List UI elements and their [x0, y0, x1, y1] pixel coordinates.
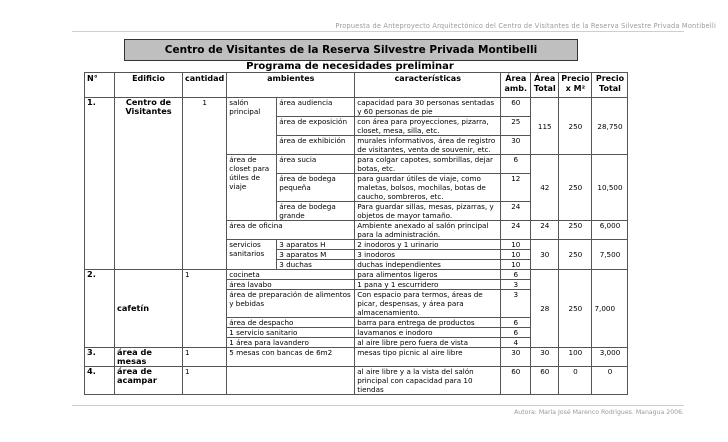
row-subambiente: 3 duchas [277, 260, 355, 270]
row-caracteristica: al aire libre y a la vista del salón principal con capacidad para 10 tiendas [355, 367, 501, 395]
row-precio-total: 3,000 [592, 348, 628, 367]
row-caracteristica: barra para entrega de productos [355, 318, 501, 328]
row-edificio: área de mesas [115, 348, 183, 367]
table-row [85, 98, 628, 117]
row-num: 2. [85, 270, 115, 348]
row-area: 3 [501, 290, 531, 318]
row-cantidad: 1 [183, 98, 227, 155]
col-precio-m2: Precio x M² [559, 73, 592, 98]
table-row [85, 367, 628, 395]
row-area-total: 115 [531, 98, 559, 155]
row-ambiente: área de closet para útiles de viaje [227, 155, 277, 221]
row-caracteristica: con área para proyecciones, pizarra, closet, mesa, silla, etc. [355, 117, 501, 136]
row-area: 30 [501, 348, 531, 367]
row-ambiente: área de preparación de alimentos y bebidas [227, 290, 355, 318]
row-caracteristica: al aire libre pero fuera de vista [355, 338, 501, 348]
row-caracteristica: para guardar útiles de viaje, como maletas, bolsos, mochilas, botas de caucho, sombreros, etc. [355, 174, 501, 202]
row-area-total: 60 [531, 367, 559, 395]
table-row [85, 221, 628, 240]
row-subambiente: área de bodega pequeña [277, 174, 355, 202]
row-caracteristica: duchas independientes [355, 260, 501, 270]
row-caracteristica: 1 pana y 1 escurridero [355, 280, 501, 290]
banner-title: Centro de Visitantes de la Reserva Silvestre Privada Montibelli [124, 39, 578, 61]
row-area: 30 [501, 136, 531, 155]
table-subtitle: Programa de necesidades preliminar [246, 61, 454, 72]
row-caracteristica: mesas tipo picnic al aire libre [355, 348, 501, 367]
row-num: 4. [85, 367, 115, 395]
row-precio-m2: 250 [559, 98, 592, 155]
row-ambiente: salón principal [227, 98, 277, 155]
row-subambiente: área de exhibición [277, 136, 355, 155]
row-caracteristica: lavamanos e inodoro [355, 328, 501, 338]
row-precio-total: 0 [592, 367, 628, 395]
row-area: 6 [501, 318, 531, 328]
row-area-total: 28 [531, 270, 559, 348]
row-caracteristica: capacidad para 30 personas sentadas y 60 personas de pie [355, 98, 501, 117]
row-ambiente: 1 servicio sanitario [227, 328, 355, 338]
row-subambiente: 3 aparatos H [277, 240, 355, 250]
table-row [85, 348, 628, 367]
row-ambiente: área de oficina [227, 221, 355, 240]
row-area-total: 30 [531, 348, 559, 367]
col-caracteristicas: características [355, 73, 501, 98]
row-cantidad: 1 [183, 348, 227, 367]
row-ambiente: área lavabo [227, 280, 355, 290]
row-area: 10 [501, 250, 531, 260]
row-subambiente: área de exposición [277, 117, 355, 136]
row-subambiente: área de bodega grande [277, 202, 355, 221]
row-edificio: cafetín [115, 270, 183, 348]
table-row [85, 155, 628, 174]
row-area: 10 [501, 240, 531, 250]
row-edificio: Centro de Visitantes [115, 98, 183, 155]
row-caracteristica: 3 inodoros [355, 250, 501, 260]
row-precio-total: 7,500 [592, 240, 628, 270]
row-caracteristica: 2 inodoros y 1 urinario [355, 240, 501, 250]
row-area-total: 24 [531, 221, 559, 240]
row-ambiente: área de despacho [227, 318, 355, 328]
col-area-total: Área Total [531, 73, 559, 98]
table-header-row [85, 73, 628, 98]
col-area-amb: Área amb. [501, 73, 531, 98]
col-cantidad: cantidad [183, 73, 227, 98]
row-precio-total: 28,750 [592, 98, 628, 155]
footer-rule [72, 405, 684, 406]
row-subambiente: área sucia [277, 155, 355, 174]
col-edificio: Edificio [115, 73, 183, 98]
row-caracteristica: murales informativos, área de registro de visitantes, venta de souvenir, etc. [355, 136, 501, 155]
row-caracteristica: Para guardar sillas, mesas, pizarras, y objetos de mayor tamaño. [355, 202, 501, 221]
row-ambiente: servicios sanitarios [227, 240, 277, 270]
row-area: 3 [501, 280, 531, 290]
row-precio-total: 6,000 [592, 221, 628, 240]
row-precio-m2: 250 [559, 155, 592, 221]
row-area: 25 [501, 117, 531, 136]
row-num: 3. [85, 348, 115, 367]
row-area: 4 [501, 338, 531, 348]
row-precio-m2: 250 [559, 240, 592, 270]
row-precio-total: 10,500 [592, 155, 628, 221]
row-caracteristica: Con espacio para termos, áreas de picar, despensas, y área para almacenamiento. [355, 290, 501, 318]
row-area: 6 [501, 270, 531, 280]
row-area-total: 30 [531, 240, 559, 270]
row-caracteristica: Ambiente anexado al salón principal para la administración. [355, 221, 501, 240]
row-area: 24 [501, 202, 531, 221]
row-cantidad: 1 [183, 367, 227, 395]
header-rule [72, 31, 684, 32]
row-area: 10 [501, 260, 531, 270]
row-precio-total: 7,000 [592, 270, 628, 348]
row-area: 6 [501, 328, 531, 338]
row-area: 60 [501, 98, 531, 117]
row-precio-m2: 250 [559, 270, 592, 348]
row-area: 12 [501, 174, 531, 202]
document-header: Propuesta de Anteproyecto Arquitectónico del Centro de Visitantes de la Reserva Silvestre Privada Montibelli [335, 22, 716, 30]
row-area: 6 [501, 155, 531, 174]
table-row [85, 270, 628, 280]
row-num: 1. [85, 98, 115, 155]
col-ambientes: ambientes [227, 73, 355, 98]
row-precio-m2: 100 [559, 348, 592, 367]
row-subambiente: 3 aparatos M [277, 250, 355, 260]
row-cantidad: 1 [183, 270, 227, 348]
table-row [85, 240, 628, 250]
needs-program-table [84, 72, 628, 395]
row-area: 24 [501, 221, 531, 240]
row-precio-m2: 250 [559, 221, 592, 240]
row-edificio: área de acampar [115, 367, 183, 395]
row-precio-m2: 0 [559, 367, 592, 395]
row-caracteristica: para alimentos ligeros [355, 270, 501, 280]
row-caracteristica: para colgar capotes, sombrillas, dejar botas, etc. [355, 155, 501, 174]
row-area-total: 42 [531, 155, 559, 221]
col-precio-total: Precio Total [592, 73, 628, 98]
row-ambiente: cocineta [227, 270, 355, 280]
row-ambiente [227, 367, 355, 395]
col-num: N° [85, 73, 115, 98]
row-ambiente: 5 mesas con bancas de 6m2 [227, 348, 355, 367]
row-area: 60 [501, 367, 531, 395]
row-ambiente: 1 área para lavandero [227, 338, 355, 348]
row-subambiente: área audiencia [277, 98, 355, 117]
document-footer: Autora: María José Marenco Rodrigues. Managua 2006. [514, 409, 684, 416]
